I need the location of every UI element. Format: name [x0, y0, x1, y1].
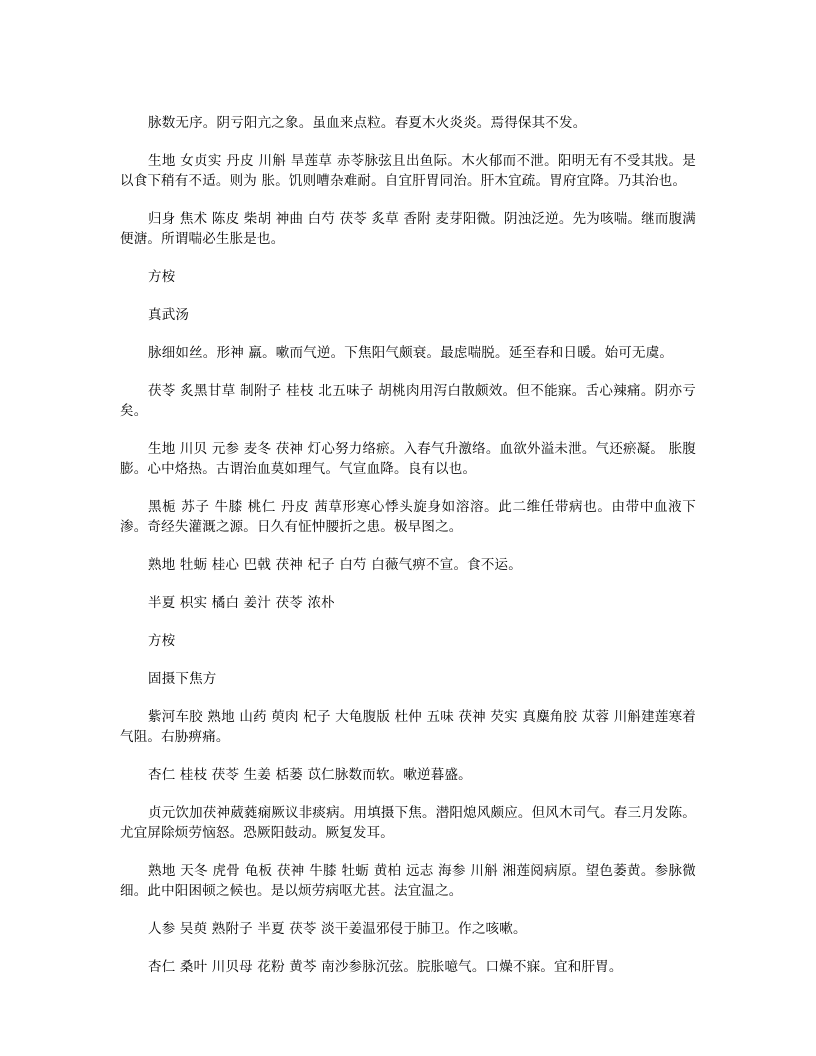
paragraph: 脉数无序。阴亏阳亢之象。虽血来点粒。春夏木火炎炎。焉得保其不发。 [148, 115, 587, 131]
paragraph: 紫河车胶 熟地 山药 萸肉 杞子 大龟腹版 杜仲 五味 茯神 芡实 真麋角胶 苁蓉 川斛建莲寒着气阻。右胁痹痛。 [120, 709, 696, 745]
paragraph: 人参 吴萸 熟附子 半夏 茯苓 淡干姜温邪侵于肺卫。作之咳嗽。 [148, 921, 527, 937]
section-heading: 方桉 [148, 269, 176, 285]
paragraph: 生地 川贝 元参 麦冬 茯神 灯心努力络瘀。入春气升激络。血欲外溢未泄。气还瘀凝。 胀腹膨。心中烙热。古谓治血莫如理气。气宣血降。良有以也。 [120, 441, 696, 477]
paragraph: 贞元饮加茯神葳蕤痫厥议非痰病。用填摄下焦。潜阳熄风颇应。但风木司气。春三月发陈。尤宜屏除烦劳恼怒。恐厥阳鼓动。厥复发耳。 [120, 805, 696, 841]
paragraph: 生地 女贞实 丹皮 川斛 旱莲草 赤苓脉弦且出鱼际。木火郁而不泄。阳明无有不受其戕。是以食下稍有不适。则为 胀。饥则嘈杂难耐。自宜肝胃同治。肝木宜疏。胃府宜降。乃其治也。 [120, 153, 696, 189]
paragraph: 杏仁 桂枝 茯苓 生姜 栝蒌 苡仁脉数而软。嗽逆暮盛。 [148, 767, 472, 783]
paragraph: 脉细如丝。形神 羸。嗽而气逆。下焦阳气颇衰。最虑喘脱。延至春和日暖。始可无虞。 [148, 345, 674, 361]
paragraph: 归身 焦术 陈皮 柴胡 神曲 白芍 茯苓 炙草 香附 麦芽阳微。阴浊泛逆。先为咳喘。继而腹满便溏。所谓喘必生胀是也。 [120, 211, 696, 247]
prescription-title: 真武汤 [148, 307, 190, 323]
section-heading: 方桉 [148, 633, 176, 649]
document-page [120, 113, 696, 995]
paragraph: 茯苓 炙黑甘草 制附子 桂枝 北五味子 胡桃肉用泻白散颇效。但不能寐。舌心辣痛。阴亦亏矣。 [120, 383, 696, 419]
paragraph: 熟地 天冬 虎骨 龟板 茯神 牛膝 牡蛎 黄柏 远志 海参 川斛 湘莲阅病原。望色萎黄。参脉微细。此中阳困顿之候也。是以烦劳病呕尤甚。法宜温之。 [120, 863, 696, 899]
paragraph: 半夏 枳实 橘白 姜汁 茯苓 浓朴 [148, 595, 335, 611]
prescription-title: 固摄下焦方 [148, 671, 217, 687]
paragraph: 杏仁 桑叶 川贝母 花粉 黄芩 南沙参脉沉弦。脘胀噫气。口燥不寐。宜和肝胃。 [148, 959, 623, 975]
paragraph: 熟地 牡蛎 桂心 巴戟 茯神 杞子 白芍 白薇气痹不宣。食不运。 [148, 557, 522, 573]
paragraph: 黑栀 苏子 牛膝 桃仁 丹皮 茜草形寒心悸头旋身如溶溶。此二维任带病也。由带中血液下渗。奇经失灌溉之源。日久有怔忡腰折之患。极早图之。 [120, 499, 696, 535]
